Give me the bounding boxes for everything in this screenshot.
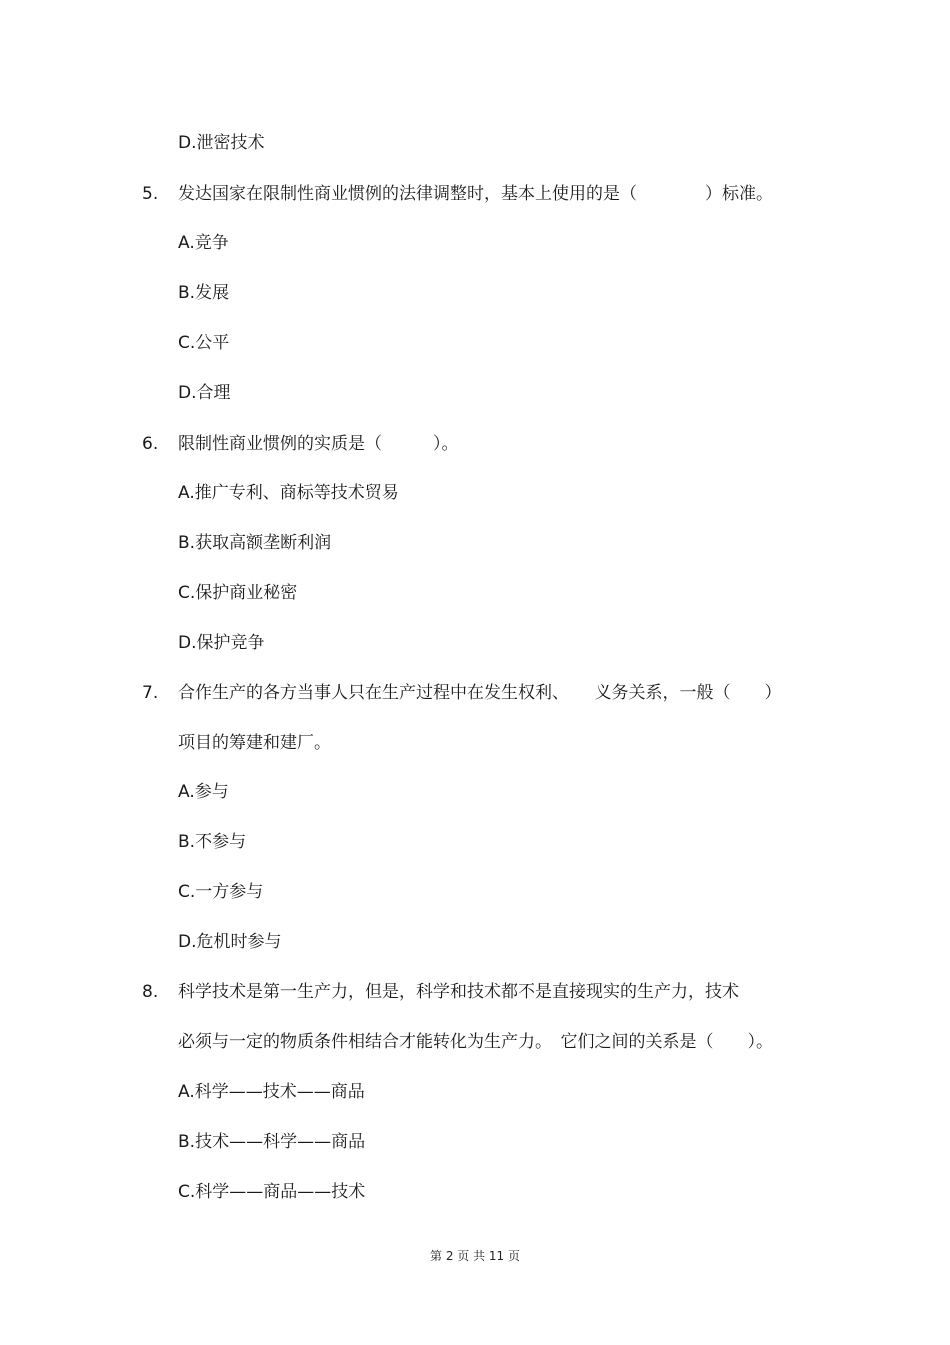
question-text-continued: 项目的筹建和建厂。 — [178, 733, 331, 753]
question-number: 8. — [142, 982, 159, 1002]
option-text: B.技术——科学——商品 — [178, 1132, 366, 1152]
question-number: 7. — [142, 683, 159, 703]
option-text: B.发展 — [178, 283, 230, 303]
page-footer: 第 2 页 共 11 页 — [430, 1249, 520, 1263]
option-text: C.公平 — [178, 333, 230, 353]
option-text: B.不参与 — [178, 832, 247, 852]
question-text: 发达国家在限制性商业惯例的法律调整时，基本上使用的是（ ）标准。 — [178, 184, 773, 204]
question-text: 科学技术是第一生产力，但是，科学和技术都不是直接现实的生产力，技术 — [178, 982, 739, 1002]
option-text: A.参与 — [178, 782, 229, 802]
option-text: D.危机时参与 — [178, 932, 282, 952]
question-number: 6. — [142, 434, 159, 454]
option-text: D.泄密技术 — [178, 133, 265, 153]
option-text: B.获取高额垄断利润 — [178, 533, 332, 553]
option-text: A.竞争 — [178, 233, 229, 253]
option-text: C.科学——商品——技术 — [178, 1182, 366, 1202]
question-text: 限制性商业惯例的实质是（ ）。 — [178, 434, 459, 454]
option-text: A.推广专利、商标等技术贸易 — [178, 483, 399, 503]
option-text: C.保护商业秘密 — [178, 583, 298, 603]
option-text: D.合理 — [178, 383, 231, 403]
option-text: D.保护竞争 — [178, 633, 265, 653]
question-text-continued: 必须与一定的物质条件相结合才能转化为生产力。 它们之间的关系是（ ）。 — [178, 1032, 773, 1052]
question-number: 5. — [142, 184, 159, 204]
option-text: C.一方参与 — [178, 882, 264, 902]
option-text: A.科学——技术——商品 — [178, 1082, 365, 1102]
question-text: 合作生产的各方当事人只在生产过程中在发生权利、 义务关系，一般（ ） — [178, 683, 782, 703]
